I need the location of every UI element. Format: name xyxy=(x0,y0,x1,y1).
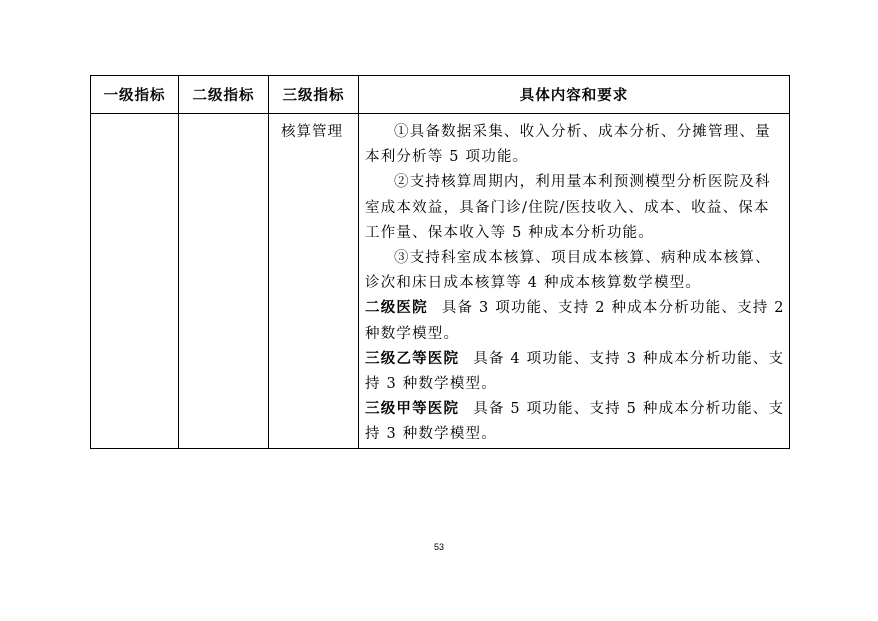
cell-level1 xyxy=(91,114,179,449)
requirement-paragraph-3: ③支持科室成本核算、项目成本核算、病种成本核算、诊次和床日成本核算等 4 种成本核算数学模型。 xyxy=(365,250,771,292)
table-row xyxy=(91,114,790,449)
cell-content xyxy=(359,114,790,449)
level-text-3: 具备 5 项功能、支持 5 种成本分析功能、支持 3 种数学模型。 xyxy=(365,401,785,443)
requirement-paragraph-1: ①具备数据采集、收入分析、成本分析、分摊管理、量本利分析等 5 项功能。 xyxy=(365,124,771,166)
header-level2: 二级指标 xyxy=(179,76,269,114)
level-requirement-2 xyxy=(365,347,785,397)
header-content: 具体内容和要求 xyxy=(359,76,790,114)
table-header-row xyxy=(91,76,790,114)
page-number: 53 xyxy=(433,542,444,552)
level-requirement-1 xyxy=(365,296,785,346)
level-name-2: 三级乙等医院 xyxy=(365,350,460,367)
level-name-1: 二级医院 xyxy=(365,300,428,317)
cell-level3: 核算管理 xyxy=(269,114,359,449)
cell-level2 xyxy=(179,114,269,449)
level-text-2: 具备 4 项功能、支持 3 种成本分析功能、支持 3 种数学模型。 xyxy=(365,350,785,393)
requirement-paragraph-2: ②支持核算周期内，利用量本利预测模型分析医院及科室成本效益，具备门诊/住院/医技收入、成本、收益、保本工作量、保本收入等 5 种成本分析功能。 xyxy=(365,174,771,241)
header-level3: 三级指标 xyxy=(269,76,359,114)
level-text-1: 具备 3 项功能、支持 2 种成本分析功能、支持 2 种数学模型。 xyxy=(365,300,785,342)
requirements-table xyxy=(90,75,790,449)
level-requirement-3 xyxy=(365,397,785,447)
header-level1: 一级指标 xyxy=(91,76,179,114)
level-name-3: 三级甲等医院 xyxy=(365,401,460,418)
